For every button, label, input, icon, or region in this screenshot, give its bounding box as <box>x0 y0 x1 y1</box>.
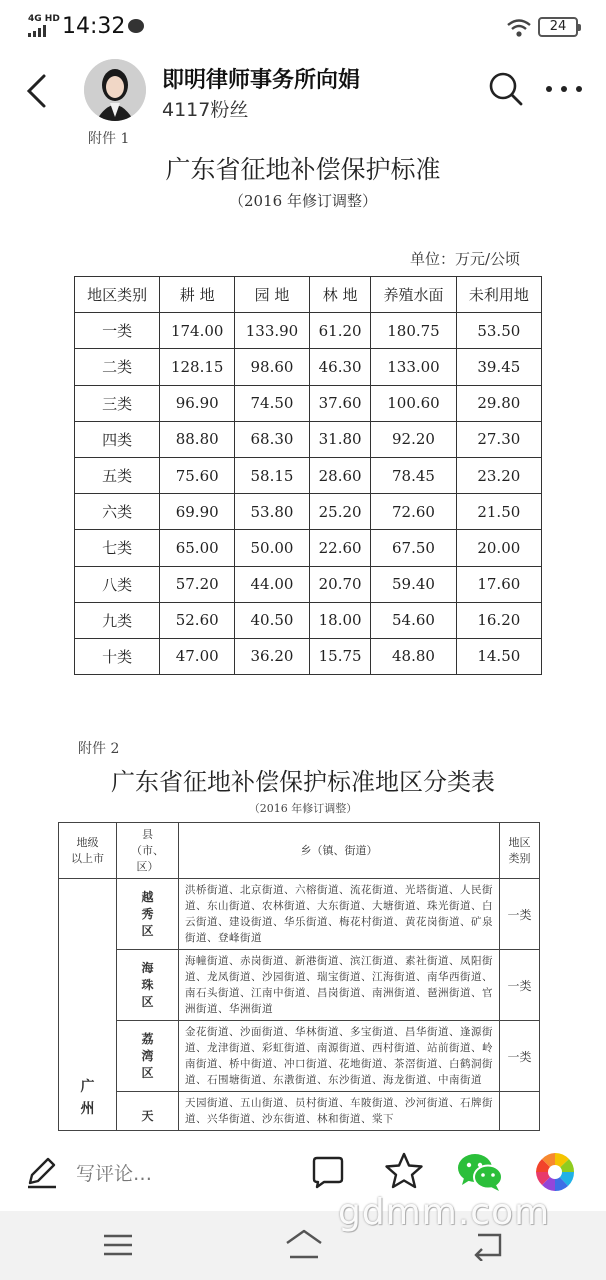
district-towns: 天园街道、五山街道、员村街道、车陂街道、沙河街道、石牌街道、兴华街道、沙东街道、林和街道、棠下 <box>179 1092 500 1131</box>
region-category-cell: 六类 <box>75 494 160 530</box>
attachment2-label: 附件 2 <box>78 741 120 757</box>
signal-icon <box>28 25 54 37</box>
value-cell: 46.30 <box>309 349 370 385</box>
clock: 14:32 <box>62 14 126 39</box>
towns-header: 乡（镇、街道） <box>179 823 500 879</box>
value-cell: 48.80 <box>371 638 456 674</box>
value-cell: 61.20 <box>309 313 370 349</box>
table-row <box>75 530 542 566</box>
value-cell: 133.90 <box>235 313 310 349</box>
article-header <box>0 55 606 130</box>
table-row <box>59 1092 540 1131</box>
city-header: 地级 以上市 <box>59 823 117 879</box>
table-row <box>75 313 542 349</box>
district-name: 海 珠 区 <box>117 950 179 1021</box>
value-cell: 31.80 <box>309 421 370 457</box>
unit-label: 单位：万元/公顷 <box>410 250 521 268</box>
author-avatar[interactable] <box>84 59 146 121</box>
value-cell: 180.75 <box>371 313 456 349</box>
more-icon[interactable] <box>544 83 584 95</box>
value-cell: 14.50 <box>456 638 541 674</box>
network-label: 4G HD <box>28 14 60 24</box>
nav-back-icon[interactable] <box>470 1229 506 1261</box>
value-cell: 50.00 <box>235 530 310 566</box>
region-category-cell: 一类 <box>75 313 160 349</box>
battery-icon <box>538 17 578 37</box>
table-row <box>75 385 542 421</box>
document-image <box>0 128 606 1133</box>
value-cell: 20.70 <box>309 566 370 602</box>
value-cell: 128.15 <box>160 349 235 385</box>
value-cell: 47.00 <box>160 638 235 674</box>
notification-icon <box>128 19 144 33</box>
value-cell: 52.60 <box>160 602 235 638</box>
value-cell: 23.20 <box>456 457 541 493</box>
column-header: 未利用地 <box>456 277 541 313</box>
value-cell: 39.45 <box>456 349 541 385</box>
category-header: 地区 类别 <box>500 823 540 879</box>
value-cell: 20.00 <box>456 530 541 566</box>
region-category-cell: 三类 <box>75 385 160 421</box>
value-cell: 15.75 <box>309 638 370 674</box>
table-row <box>75 566 542 602</box>
attachment1-subtitle: （2016 年修订调整） <box>229 192 377 210</box>
value-cell: 25.20 <box>309 494 370 530</box>
column-header: 林 地 <box>309 277 370 313</box>
table-row <box>59 950 540 1021</box>
column-header: 地区类别 <box>75 277 160 313</box>
region-category-cell: 九类 <box>75 602 160 638</box>
district-name: 荔 湾 区 <box>117 1021 179 1092</box>
comment-input[interactable]: 写评论… <box>76 1163 153 1185</box>
value-cell: 100.60 <box>371 385 456 421</box>
table-row <box>75 457 542 493</box>
district-category: 一类 <box>500 1021 540 1092</box>
table-row <box>75 349 542 385</box>
attachment1-title: 广东省征地补偿保护标准 <box>165 155 441 184</box>
value-cell: 27.30 <box>456 421 541 457</box>
district-name: 越 秀 区 <box>117 879 179 950</box>
fans-count: 4117粉丝 <box>162 99 249 121</box>
attachment1-label: 附件 1 <box>88 131 130 147</box>
district-towns: 洪桥街道、北京街道、六榕街道、流花街道、光塔街道、人民街道、东山街道、农林街道、大东街道、大塘街道、珠光街道、白云街道、建设街道、华乐街道、梅花村街道、黄花岗街道、矿泉街道、登峰街道 <box>179 879 500 950</box>
battery-level: 24 <box>549 19 567 34</box>
region-category-cell: 四类 <box>75 421 160 457</box>
district-towns: 海幢街道、赤岗街道、新港街道、滨江街道、素社街道、凤阳街道、龙凤街道、沙园街道、瑞宝街道、江海街道、南华西街道、南石头街道、江南中街道、昌岗街道、南洲街道、琶洲街道、官洲街道、华洲街道 <box>179 950 500 1021</box>
value-cell: 58.15 <box>235 457 310 493</box>
county-header: 县 （市、 区） <box>117 823 179 879</box>
table-row <box>59 1021 540 1092</box>
pencil-icon[interactable] <box>24 1155 58 1189</box>
district-name: 天 <box>117 1092 179 1131</box>
network-indicator <box>28 14 60 37</box>
value-cell: 72.60 <box>371 494 456 530</box>
author-name[interactable]: 即明律师事务所向娟 <box>162 68 361 93</box>
value-cell: 18.00 <box>309 602 370 638</box>
value-cell: 53.80 <box>235 494 310 530</box>
star-icon[interactable] <box>384 1151 424 1191</box>
value-cell: 59.40 <box>371 566 456 602</box>
district-category: 一类 <box>500 950 540 1021</box>
area-classification-table <box>58 822 540 1131</box>
value-cell: 54.60 <box>371 602 456 638</box>
value-cell: 67.50 <box>371 530 456 566</box>
back-arrow-icon[interactable] <box>22 73 52 109</box>
search-icon[interactable] <box>488 71 524 107</box>
table-row <box>75 421 542 457</box>
comment-icon[interactable] <box>310 1155 346 1189</box>
value-cell: 22.60 <box>309 530 370 566</box>
value-cell: 92.20 <box>371 421 456 457</box>
status-bar <box>0 0 606 52</box>
value-cell: 44.00 <box>235 566 310 602</box>
column-header: 养殖水面 <box>371 277 456 313</box>
value-cell: 36.20 <box>235 638 310 674</box>
value-cell: 98.60 <box>235 349 310 385</box>
value-cell: 57.20 <box>160 566 235 602</box>
region-category-cell: 八类 <box>75 566 160 602</box>
table-row <box>59 879 540 950</box>
value-cell: 17.60 <box>456 566 541 602</box>
value-cell: 29.80 <box>456 385 541 421</box>
district-category <box>500 1092 540 1131</box>
table-header-row <box>59 823 540 879</box>
table-row <box>75 494 542 530</box>
compensation-standard-table <box>74 276 542 675</box>
menu-icon[interactable] <box>102 1233 134 1257</box>
table-row <box>75 602 542 638</box>
value-cell: 88.80 <box>160 421 235 457</box>
person-icon <box>84 59 146 121</box>
value-cell: 68.30 <box>235 421 310 457</box>
city-cell: 广 州 <box>59 879 117 1131</box>
value-cell: 74.50 <box>235 385 310 421</box>
value-cell: 53.50 <box>456 313 541 349</box>
district-category: 一类 <box>500 879 540 950</box>
table-row <box>75 638 542 674</box>
watermark: gdmm.com <box>338 1192 551 1233</box>
value-cell: 21.50 <box>456 494 541 530</box>
district-towns: 金花街道、沙面街道、华林街道、多宝街道、昌华街道、逢源街道、龙津街道、彩虹街道、南源街道、西村街道、站前街道、岭南街道、桥中街道、冲口街道、花地街道、茶滘街道、白鹤洞街道、石围塘街道、东漖街道、东沙街道、海龙街道、中南街道 <box>179 1021 500 1092</box>
moments-icon[interactable] <box>534 1151 576 1193</box>
value-cell: 37.60 <box>309 385 370 421</box>
region-category-cell: 二类 <box>75 349 160 385</box>
region-category-cell: 十类 <box>75 638 160 674</box>
column-header: 园 地 <box>235 277 310 313</box>
value-cell: 40.50 <box>235 602 310 638</box>
attachment2-title: 广东省征地补偿保护标准地区分类表 <box>111 768 495 796</box>
wechat-icon[interactable] <box>456 1151 504 1193</box>
column-header: 耕 地 <box>160 277 235 313</box>
value-cell: 96.90 <box>160 385 235 421</box>
value-cell: 16.20 <box>456 602 541 638</box>
home-icon[interactable] <box>284 1227 324 1261</box>
value-cell: 75.60 <box>160 457 235 493</box>
region-category-cell: 五类 <box>75 457 160 493</box>
wifi-icon <box>506 18 532 38</box>
value-cell: 174.00 <box>160 313 235 349</box>
value-cell: 133.00 <box>371 349 456 385</box>
value-cell: 65.00 <box>160 530 235 566</box>
region-category-cell: 七类 <box>75 530 160 566</box>
attachment2-subtitle: （2016 年修订调整） <box>248 802 358 815</box>
value-cell: 78.45 <box>371 457 456 493</box>
table-header-row <box>75 277 542 313</box>
value-cell: 69.90 <box>160 494 235 530</box>
value-cell: 28.60 <box>309 457 370 493</box>
